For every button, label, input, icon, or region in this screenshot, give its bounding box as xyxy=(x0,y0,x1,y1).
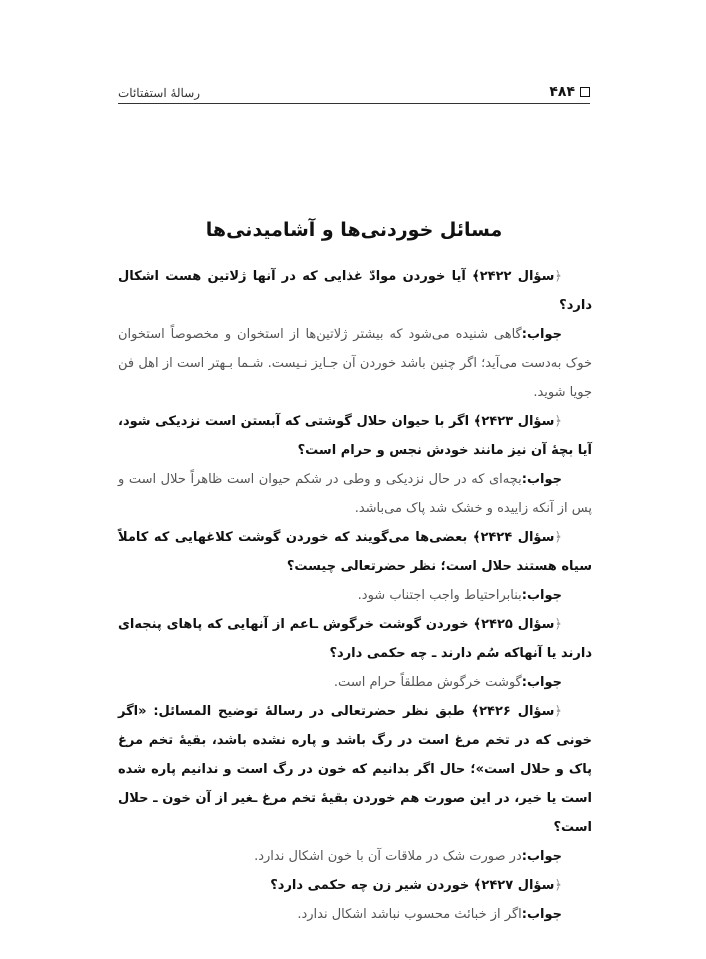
answer-2423 xyxy=(118,465,592,523)
question-2425 xyxy=(118,610,592,668)
question-2427 xyxy=(118,871,592,900)
answer-2422 xyxy=(118,320,592,407)
question-bracket: ﴿ xyxy=(554,530,562,545)
answer-text: اگر از خبائث محسوب نباشد اشکال ندارد. xyxy=(297,907,522,922)
question-2426 xyxy=(118,697,592,842)
square-bullet-icon xyxy=(580,87,590,97)
answer-2427 xyxy=(118,900,592,929)
question-text: بعضی‌ها می‌گویند که خوردن گوشت کلاغهایی که کاملاً سیاه هستند حلال است؛ نظر حضرتعالی چیست؟ xyxy=(118,530,592,574)
answer-2426 xyxy=(118,842,592,871)
running-title: رسالهٔ استفتائات xyxy=(118,86,201,100)
answer-label: جواب: xyxy=(521,907,562,922)
answer-label: جواب: xyxy=(521,327,562,342)
answer-label: جواب: xyxy=(521,849,562,864)
question-2422 xyxy=(118,262,592,320)
answer-label: جواب: xyxy=(521,675,562,690)
question-bracket: ﴿ xyxy=(554,704,562,719)
answer-text: بنابراحتیاط واجب اجتناب شود. xyxy=(357,588,522,603)
page-header xyxy=(118,78,590,100)
question-text: طبق نظر حضرتعالی در رسالهٔ توضیح المسائل: «اگر خونی که در تخم مرغ است در رگ باشد و پاره نشده باشد، بقیهٔ تخم مرغ پاک و حلال است»؛ حال اگر بدانیم که خون در رگ است و ندانیم پاره شده است یا خیر، در این صورت هم خوردن بقیهٔ تخم مرغ ـغیر از آن خون ـ حلال است؟ xyxy=(118,704,592,835)
qa-list xyxy=(118,262,592,929)
answer-2425 xyxy=(118,668,592,697)
page-number xyxy=(549,84,590,100)
answer-label: جواب: xyxy=(521,588,562,603)
question-text: خوردن گوشت خرگوش ـاعم از آنهایی که پاهای پنجه‌ای دارند یا آنهاکه سُم دارند ـ چه حکمی دارد؟ xyxy=(118,617,592,661)
question-label: سؤال ۲۴۲۲﴾ xyxy=(472,269,555,284)
answer-text: در صورت شک در ملاقات آن با خون اشکال ندارد. xyxy=(254,849,522,864)
section-title: مسائل خوردنی‌ها و آشامیدنی‌ها xyxy=(205,218,503,241)
page-number-text: ۴۸۴ xyxy=(549,84,575,100)
question-label: سؤال ۲۴۲۷﴾ xyxy=(473,878,555,893)
question-2424 xyxy=(118,523,592,581)
answer-2424 xyxy=(118,581,592,610)
question-text: آیا خوردن موادّ غذایی که در آنها ژلاتین هست اشکال دارد؟ xyxy=(118,269,592,313)
question-label: سؤال ۲۴۲۳﴾ xyxy=(473,414,555,429)
answer-text: گوشت خرگوش مطلقاً حرام است. xyxy=(333,675,522,690)
question-bracket: ﴿ xyxy=(554,414,562,429)
answer-text: بچه‌ای که در حال نزدیکی و وطی در شکم حیوان است ظاهراً حلال است و پس از آنکه زاییده و خشک شد پاک می‌باشد. xyxy=(118,472,592,516)
question-bracket: ﴿ xyxy=(554,269,562,284)
answer-label: جواب: xyxy=(521,472,562,487)
question-text: خوردن شیر زن چه حکمی دارد؟ xyxy=(270,878,474,893)
question-bracket: ﴿ xyxy=(554,617,562,632)
question-label: سؤال ۲۴۲۴﴾ xyxy=(472,530,555,545)
question-2423 xyxy=(118,407,592,465)
question-label: سؤال ۲۴۲۶﴾ xyxy=(471,704,555,719)
answer-text: گاهی شنیده می‌شود که بیشتر ژلاتین‌ها از استخوان و مخصوصاً استخوان خوک به‌دست می‌آید؛ اگر چنین باشد خوردن آن جـایز نـیست. شـما بـهتر است از اهل فن جویا شوید. xyxy=(118,327,592,400)
question-text: اگر با حیوان حلال گوشتی که آبستن است نزدیکی شود، آیا بچهٔ آن نیز مانند خودش نجس و حرام است؟ xyxy=(118,414,592,458)
header-divider xyxy=(118,103,590,104)
question-label: سؤال ۲۴۲۵﴾ xyxy=(473,617,555,632)
question-bracket: ﴿ xyxy=(554,878,562,893)
